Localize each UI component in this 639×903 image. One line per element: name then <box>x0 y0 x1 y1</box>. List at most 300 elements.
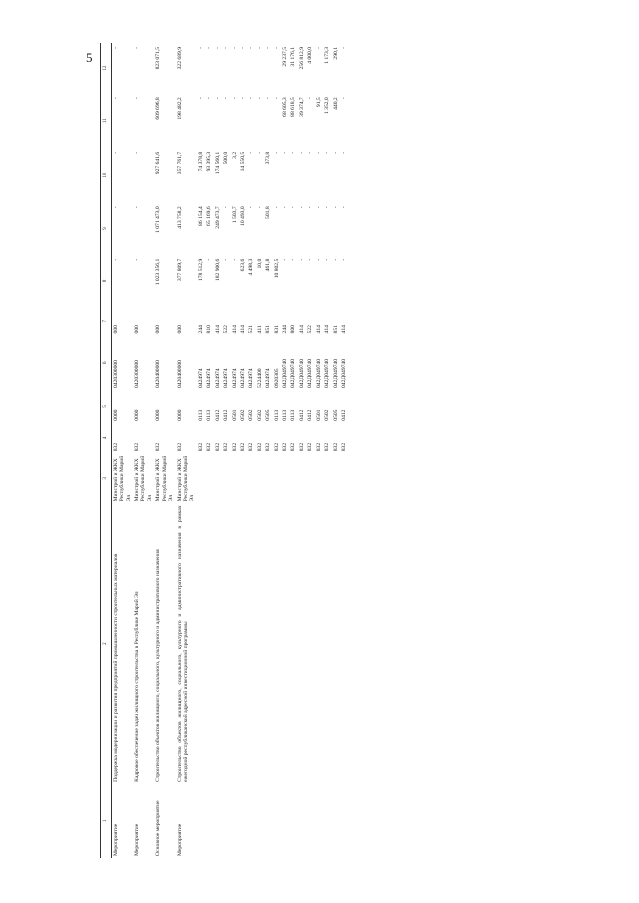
section-code: 0502 <box>256 409 263 421</box>
value-col-11: - <box>239 97 246 100</box>
value-col-10: - <box>324 151 331 154</box>
event-name: Кадровое обеспечение задач жилищного строительства в Республике Марий Эл <box>134 591 141 782</box>
grbs-code: 832 <box>197 442 204 452</box>
table-row <box>281 43 289 858</box>
col-header-4: 4 <box>101 423 112 454</box>
responsible-org <box>306 453 314 503</box>
value-col-8: - <box>223 258 230 261</box>
value-col-8: 10 802,5 <box>273 258 280 279</box>
target-article: 0424974 <box>197 368 204 388</box>
value-col-12: - <box>223 47 230 49</box>
value-col-11: - <box>197 97 204 100</box>
value-col-9: - <box>273 206 280 209</box>
value-col-10: - <box>256 151 263 154</box>
value-col-9: 1 071 473,0 <box>155 206 162 233</box>
section-code: 0502 <box>239 409 246 421</box>
target-article: 0424974 <box>223 368 230 388</box>
value-col-12: - <box>231 47 238 49</box>
expense-type: 414 <box>231 325 238 334</box>
event-type <box>315 784 323 858</box>
event-name <box>264 503 272 783</box>
expense-type: 831 <box>273 325 280 334</box>
expense-type: 414 <box>298 325 305 334</box>
section-code: 0113 <box>197 409 204 421</box>
responsible-org <box>205 453 213 503</box>
value-col-12: - <box>248 47 255 49</box>
expense-type: 414 <box>239 325 246 334</box>
responsible-org <box>239 453 247 503</box>
value-col-10: - <box>248 151 255 154</box>
table-row <box>256 43 264 858</box>
expense-type: 244 <box>197 325 204 334</box>
value-col-11: - <box>112 97 119 100</box>
section-code: 0502 <box>248 409 255 421</box>
event-name <box>205 503 213 783</box>
responsible-org: Минстрой и ЖКХ Республики Марий Эл <box>134 455 153 502</box>
value-col-11: - <box>273 97 280 100</box>
event-type <box>247 784 255 858</box>
table-row <box>298 43 306 858</box>
target-article: 042Д049740 <box>340 358 347 388</box>
value-col-11: - <box>206 97 213 100</box>
col-header-8: 8 <box>101 255 112 307</box>
value-col-9: 86 154,4 <box>197 206 204 226</box>
value-col-9: - <box>223 206 230 209</box>
value-col-11: - <box>265 97 272 100</box>
table-row <box>289 43 297 858</box>
target-article: 0424974 <box>206 368 213 388</box>
value-col-11: - <box>256 97 263 100</box>
table-row <box>315 43 323 858</box>
target-article: 5224400 <box>256 368 263 388</box>
rotated-table-container <box>100 43 570 858</box>
grbs-code: 832 <box>256 442 263 452</box>
value-col-11: 609 696,8 <box>155 97 162 120</box>
value-col-11: 440,2 <box>332 97 339 110</box>
page-number: 5 <box>86 50 93 65</box>
value-col-8: - <box>315 258 322 261</box>
event-name <box>289 503 297 783</box>
grbs-code: 832 <box>248 442 255 452</box>
event-type <box>239 784 247 858</box>
target-article: 0424974 <box>265 368 272 388</box>
value-col-11: - <box>223 97 230 100</box>
expense-type: 411 <box>256 325 263 334</box>
event-name <box>298 503 306 783</box>
event-name <box>256 503 264 783</box>
value-col-9: 65 169,6 <box>206 206 213 226</box>
value-col-12: 29 237,5 <box>282 47 289 67</box>
table-row <box>264 43 272 858</box>
value-col-9: - <box>332 206 339 209</box>
event-type <box>197 784 205 858</box>
value-col-10: - <box>273 151 280 154</box>
value-col-12: - <box>206 47 213 49</box>
value-col-11: 198 482,2 <box>176 97 183 120</box>
target-article: 0420400000 <box>176 360 183 388</box>
value-col-8: 623,6 <box>239 258 246 272</box>
target-article: 0420400000 <box>155 360 162 388</box>
responsible-org <box>231 453 239 503</box>
value-col-10: - <box>332 151 339 154</box>
responsible-org <box>323 453 331 503</box>
value-col-9: 501,8 <box>265 206 272 219</box>
expense-type: 800 <box>290 325 297 334</box>
col-header-1: 1 <box>101 784 112 858</box>
value-col-10: - <box>307 151 314 154</box>
event-type: Мероприятие <box>176 823 183 856</box>
event-type: Мероприятие <box>112 823 119 856</box>
table-row <box>222 43 230 858</box>
value-col-9: - <box>298 206 305 209</box>
event-name <box>332 503 340 783</box>
target-article: 042Д049740 <box>290 358 297 388</box>
responsible-org <box>298 453 306 503</box>
event-type <box>298 784 306 858</box>
table-row <box>111 43 133 858</box>
event-name <box>231 503 239 783</box>
target-article: 042Д049740 <box>298 358 305 388</box>
grbs-code: 832 <box>239 442 246 452</box>
grbs-code: 832 <box>332 442 339 452</box>
value-col-10: - <box>298 151 305 154</box>
target-article: 042Д049740 <box>324 358 331 388</box>
section-code: 0113 <box>206 409 213 421</box>
value-col-8: 178 512,9 <box>197 258 204 282</box>
section-code: 0113 <box>282 409 289 421</box>
grbs-code: 832 <box>214 442 221 452</box>
responsible-org <box>315 453 323 503</box>
value-col-8: - <box>332 258 339 261</box>
value-col-10: 93 395,3 <box>206 151 213 172</box>
grbs-code: 832 <box>112 442 119 452</box>
value-col-10: 174 560,1 <box>214 151 221 175</box>
value-col-9: - <box>282 206 289 209</box>
col-header-9: 9 <box>101 202 112 254</box>
target-article: 042Д049740 <box>332 358 339 388</box>
table-row <box>273 43 281 858</box>
value-col-9: - <box>315 206 322 209</box>
table-row <box>133 43 154 858</box>
value-col-11: 39 374,7 <box>298 97 305 117</box>
value-col-12: - <box>134 47 141 49</box>
value-col-12: 823 071,5 <box>155 47 162 70</box>
table-row <box>332 43 340 858</box>
value-col-12: - <box>315 47 322 49</box>
value-col-12: - <box>214 47 221 49</box>
value-col-12: - <box>239 47 246 49</box>
value-col-11: 1 352,0 <box>324 97 331 115</box>
event-type <box>205 784 213 858</box>
col-header-3: 3 <box>101 453 112 503</box>
value-col-9: 10 493,0 <box>239 206 246 226</box>
event-type <box>264 784 272 858</box>
table-row <box>323 43 331 858</box>
responsible-org <box>281 453 289 503</box>
table-row <box>247 43 255 858</box>
expense-type: 414 <box>315 325 322 334</box>
section-code: 0412 <box>340 409 347 421</box>
value-col-8: - <box>112 258 119 261</box>
event-name: Строительство объектов жилищного, социального, культурного и административного назначения <box>155 549 162 782</box>
value-col-8: - <box>231 258 238 261</box>
event-name <box>247 503 255 783</box>
value-col-11: - <box>340 97 347 100</box>
budget-table <box>100 43 348 858</box>
section-code: 0412 <box>214 409 221 421</box>
expense-type: 000 <box>112 325 119 334</box>
column-number-header <box>101 43 112 858</box>
grbs-code: 832 <box>282 442 289 452</box>
event-type <box>323 784 331 858</box>
value-col-12: - <box>112 47 119 49</box>
event-type <box>222 784 230 858</box>
expense-type: 851 <box>332 325 339 334</box>
value-col-12: 4 000,0 <box>307 47 314 64</box>
value-col-11: - <box>134 97 141 100</box>
value-col-12: - <box>197 47 204 49</box>
value-col-11: 91,5 <box>315 97 322 108</box>
value-col-10: 74 378,8 <box>197 151 204 172</box>
value-col-9: - <box>290 206 297 209</box>
table-row <box>214 43 222 858</box>
expense-type: 810 <box>206 325 213 334</box>
grbs-code: 832 <box>176 442 183 452</box>
value-col-9: 1 503,7 <box>231 206 238 224</box>
col-header-6: 6 <box>101 335 112 390</box>
expense-type: 000 <box>155 325 162 334</box>
value-col-10: 14 550,5 <box>239 151 246 172</box>
grbs-code: 832 <box>134 442 141 452</box>
value-col-8: - <box>282 258 289 261</box>
value-col-9: - <box>256 206 263 209</box>
event-name <box>306 503 314 783</box>
responsible-org: Минстрой и ЖКХ Республики Марий Эл <box>176 455 196 502</box>
col-header-11: 11 <box>101 93 112 148</box>
responsible-org: Минстрой и ЖКХ Республики Марий Эл <box>112 455 132 502</box>
value-col-9: - <box>340 206 347 209</box>
value-col-11: - <box>231 97 238 100</box>
grbs-code: 832 <box>155 442 162 452</box>
table-row <box>239 43 247 858</box>
expense-type: 000 <box>134 325 141 334</box>
event-type <box>289 784 297 858</box>
value-col-9: - <box>112 206 119 209</box>
value-col-8: - <box>324 258 331 261</box>
grbs-code: 832 <box>340 442 347 452</box>
responsible-org: Минстрой и ЖКХ Республики Марий Эл <box>155 455 175 502</box>
event-name <box>214 503 222 783</box>
event-name <box>281 503 289 783</box>
value-col-12: - <box>265 47 272 49</box>
event-type: Мероприятие <box>134 823 141 856</box>
value-col-12: 322 689,9 <box>176 47 183 70</box>
target-article: 042Д049740 <box>282 358 289 388</box>
value-col-12: 1 173,3 <box>324 47 331 64</box>
value-col-9: - <box>307 206 314 209</box>
value-col-12: - <box>256 47 263 49</box>
value-col-9: - <box>248 206 255 209</box>
responsible-org <box>264 453 272 503</box>
value-col-8: - <box>307 258 314 261</box>
event-type <box>306 784 314 858</box>
value-col-8: 4 498,3 <box>248 258 255 276</box>
event-type <box>214 784 222 858</box>
section-code: 0412 <box>298 409 305 421</box>
value-col-8: - <box>298 258 305 261</box>
event-type <box>231 784 239 858</box>
value-col-12: 290,1 <box>332 47 339 60</box>
table-row <box>197 43 205 858</box>
event-name <box>340 503 348 783</box>
responsible-org <box>340 453 348 503</box>
grbs-code: 832 <box>223 442 230 452</box>
section-code: 0000 <box>155 409 162 421</box>
value-col-10: - <box>282 151 289 154</box>
value-col-9: - <box>134 206 141 209</box>
grbs-code: 832 <box>307 442 314 452</box>
target-article: 0920305 <box>273 368 280 388</box>
table-row <box>306 43 314 858</box>
section-code: 0412 <box>223 409 230 421</box>
table-row <box>205 43 213 858</box>
col-header-12: 12 <box>101 43 112 93</box>
target-article: 0424974 <box>231 368 238 388</box>
section-code: 0501 <box>315 409 322 421</box>
value-col-10: - <box>112 151 119 154</box>
event-type <box>256 784 264 858</box>
value-col-10: - <box>134 151 141 154</box>
grbs-code: 832 <box>265 442 272 452</box>
value-col-10: 373,8 <box>265 151 272 165</box>
value-col-8: 182 900,6 <box>214 258 221 282</box>
value-col-8: 1 023 356,1 <box>155 258 162 286</box>
section-code: 0000 <box>134 409 141 421</box>
expense-type: 851 <box>265 325 272 334</box>
value-col-11: - <box>248 97 255 100</box>
expense-type: 414 <box>340 325 347 334</box>
value-col-12: 31 176,1 <box>290 47 297 67</box>
grbs-code: 832 <box>273 442 280 452</box>
value-col-8: 10,0 <box>256 258 263 269</box>
table-row <box>231 43 239 858</box>
target-article: 042Д049740 <box>307 358 314 388</box>
responsible-org <box>256 453 264 503</box>
section-code: 0113 <box>273 409 280 421</box>
responsible-org <box>247 453 255 503</box>
expense-type: 000 <box>176 325 183 334</box>
responsible-org <box>197 453 205 503</box>
value-col-9: - <box>324 206 331 209</box>
section-code: 0000 <box>176 409 183 421</box>
value-col-10: 357 761,7 <box>176 151 183 175</box>
value-col-8: - <box>206 258 213 261</box>
col-header-10: 10 <box>101 148 112 203</box>
event-name <box>273 503 281 783</box>
expense-type: 522 <box>223 325 230 334</box>
responsible-org <box>332 453 340 503</box>
target-article: 0420300000 <box>134 360 141 388</box>
value-col-10: 927 641,6 <box>155 151 162 175</box>
table-row <box>154 43 175 858</box>
section-code: 0412 <box>307 409 314 421</box>
event-name: Поддержка модернизации и развития предприятий промышленности строительных материалов <box>112 553 119 782</box>
value-col-8: - <box>290 258 297 261</box>
col-header-2: 2 <box>101 503 112 783</box>
event-type <box>340 784 348 858</box>
event-type: Основное мероприятие <box>155 800 162 856</box>
grbs-code: 832 <box>290 442 297 452</box>
value-col-9: 413 758,2 <box>176 206 183 229</box>
section-code: 0113 <box>290 409 297 421</box>
grbs-code: 832 <box>315 442 322 452</box>
value-col-10: - <box>340 151 347 154</box>
responsible-org <box>273 453 281 503</box>
value-col-10: - <box>290 151 297 154</box>
value-col-12: - <box>340 47 347 49</box>
target-article: 0424974 <box>239 368 246 388</box>
expense-type: 414 <box>324 325 331 334</box>
section-code: 0505 <box>265 409 272 421</box>
expense-type: 414 <box>214 325 221 334</box>
responsible-org <box>222 453 230 503</box>
target-article: 0424974 <box>248 368 255 388</box>
event-name <box>315 503 323 783</box>
value-col-11: 68 605,3 <box>282 97 289 117</box>
value-col-8: - <box>134 258 141 261</box>
value-col-9: 249 473,7 <box>214 206 221 229</box>
responsible-org <box>214 453 222 503</box>
section-code: 0000 <box>112 409 119 421</box>
value-col-8: 461,8 <box>265 258 272 272</box>
section-code: 0501 <box>231 409 238 421</box>
value-col-12: 256 812,9 <box>298 47 305 70</box>
event-name <box>222 503 230 783</box>
expense-type: 521 <box>248 325 255 334</box>
responsible-org <box>289 453 297 503</box>
table-row <box>176 43 197 858</box>
section-code: 0505 <box>332 409 339 421</box>
value-col-8: - <box>340 258 347 261</box>
value-col-11: - <box>307 97 314 100</box>
grbs-code: 832 <box>231 442 238 452</box>
event-name <box>323 503 331 783</box>
value-col-11: - <box>214 97 221 100</box>
value-col-8: 377 809,7 <box>176 258 183 282</box>
section-code: 0502 <box>324 409 331 421</box>
grbs-code: 832 <box>298 442 305 452</box>
expense-type: 522 <box>307 325 314 334</box>
event-type <box>281 784 289 858</box>
value-col-10: 3,2 <box>231 151 238 159</box>
event-type <box>332 784 340 858</box>
event-name <box>239 503 247 783</box>
event-name: Строительство объектов жилищного, социального, культурного и административного назначения в рамках ежегодной республиканской адресной инвестиционной программы <box>176 505 189 782</box>
grbs-code: 832 <box>324 442 331 452</box>
event-type <box>273 784 281 858</box>
col-header-7: 7 <box>101 307 112 335</box>
target-article: 0424974 <box>214 368 221 388</box>
target-article: 042Д049740 <box>315 358 322 388</box>
value-col-11: 88 618,5 <box>290 97 297 117</box>
value-col-12: - <box>273 47 280 49</box>
target-article: 0420300000 <box>112 360 119 388</box>
grbs-code: 832 <box>206 442 213 452</box>
value-col-10: 500,0 <box>223 151 230 165</box>
col-header-5: 5 <box>101 390 112 423</box>
expense-type: 244 <box>282 325 289 334</box>
table-row <box>340 43 348 858</box>
